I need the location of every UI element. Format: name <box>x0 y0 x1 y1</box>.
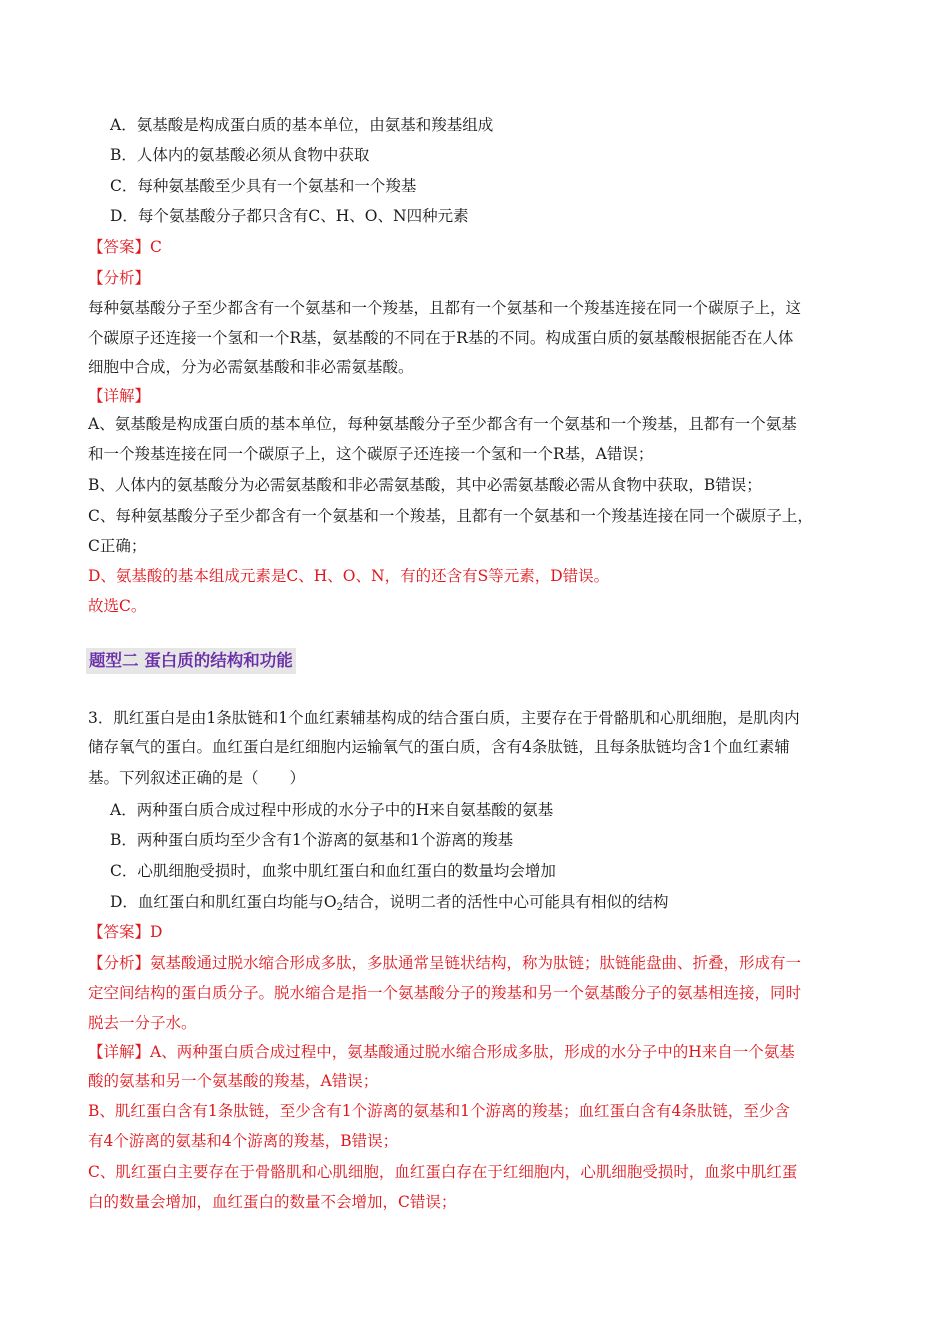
q2-analysis-tag <box>88 268 878 288</box>
q2-detail-line: A、氨基酸是构成蛋白质的基本单位，每种氨基酸分子至少都含有一个氨基和一个羧基，且都有一个氨基 <box>88 415 797 433</box>
q2-answer <box>88 237 878 257</box>
q3-detail-line: 白的数量会增加，血红蛋白的数量不会增加，C错误； <box>88 1193 457 1211</box>
q3-option-d-text: 结合，说明二者的活性中心可能具有相似的结构 <box>343 893 669 911</box>
q3-stem-line: 储存氧气的蛋白。血红蛋白是红细胞内运输氧气的蛋白质，含有4条肽链，且每条肽链均含1个血红素辅 <box>88 738 790 756</box>
answer-tag: 【答案】 <box>88 238 151 256</box>
q3-detail-line: C、肌红蛋白主要存在于骨骼肌和心肌细胞，血红蛋白存在于红细胞内，心肌细胞受损时，血浆中肌红蛋 <box>88 1163 798 1181</box>
q2-detail-line: B、人体内的氨基酸分为必需氨基酸和非必需氨基酸，其中必需氨基酸必需从食物中获取，B错误； <box>88 476 762 494</box>
q3-stem-line: 3．肌红蛋白是由1条肽链和1个血红素辅基构成的结合蛋白质，主要存在于骨骼肌和心肌细胞，是肌肉内 <box>88 709 800 727</box>
q3-analysis-line: 定空间结构的蛋白质分子。脱水缩合是指一个氨基酸分子的羧基和另一个氨基酸分子的氨基相连接，同时 <box>88 984 802 1002</box>
q3-analysis-line: 脱去一分子水。 <box>88 1014 197 1032</box>
q2-option-a: A．氨基酸是构成蛋白质的基本单位，由氨基和羧基组成 <box>110 116 494 134</box>
analysis-tag: 【分析】 <box>88 954 151 972</box>
detail-tag: 【详解】 <box>88 387 151 405</box>
q3-answer <box>88 922 878 942</box>
q3-option-d <box>110 892 900 918</box>
q2-detail-line: C正确； <box>88 537 147 555</box>
answer-tag: 【答案】 <box>88 923 151 941</box>
analysis-text: 氨基酸通过脱水缩合形成多肽，多肽通常呈链状结构，称为肽链；肽链能盘曲、折叠，形成有一 <box>150 954 802 972</box>
q2-analysis-line: 每种氨基酸分子至少都含有一个氨基和一个羧基，且都有一个氨基和一个羧基连接在同一个碳原子上，这 <box>88 299 802 317</box>
q3-detail-line: B、肌红蛋白含有1条肽链，至少含有1个游离的氨基和1个游离的羧基；血红蛋白含有4条肽链，至少含 <box>88 1102 790 1120</box>
q3-stem-line: 基。下列叙述正确的是（ ） <box>88 769 306 787</box>
answer-value: D <box>150 923 163 941</box>
q2-option-c: C．每种氨基酸至少具有一个氨基和一个羧基 <box>110 177 417 195</box>
q3-analysis-line <box>88 953 878 973</box>
q2-option-d: D．每个氨基酸分子都只含有C、H、O、N四种元素 <box>110 207 469 225</box>
q2-option-b: B．人体内的氨基酸必须从食物中获取 <box>110 146 370 164</box>
q3-option-b: B．两种蛋白质均至少含有1个游离的氨基和1个游离的羧基 <box>110 831 514 849</box>
q2-detail-line: C、每种氨基酸分子至少都含有一个氨基和一个羧基，且都有一个氨基和一个羧基连接在同一个碳原子上， <box>88 507 813 525</box>
q2-detail-line-red: D、氨基酸的基本组成元素是C、H、O、N，有的还含有S等元素，D错误。 <box>88 567 610 585</box>
detail-text: A、两种蛋白质合成过程中，氨基酸通过脱水缩合形成多肽，形成的水分子中的H来自一个氨基 <box>150 1043 795 1061</box>
subscript: 2 <box>336 902 344 913</box>
q2-analysis-line: 个碳原子还连接一个氢和一个R基，氨基酸的不同在于R基的不同。构成蛋白质的氨基酸根据能否在人体 <box>88 329 794 347</box>
q3-option-a: A．两种蛋白质合成过程中形成的水分子中的H来自氨基酸的氨基 <box>110 801 554 819</box>
detail-tag: 【详解】 <box>88 1043 151 1061</box>
q2-detail-line: 和一个羧基连接在同一个碳原子上，这个碳原子还连接一个氢和一个R基，A错误； <box>88 445 654 463</box>
q2-detail-tag <box>88 386 878 406</box>
section-heading: 题型二 蛋白质的结构和功能 <box>86 648 296 674</box>
q3-detail-line <box>88 1042 878 1062</box>
q2-analysis-line: 细胞中合成，分为必需氨基酸和非必需氨基酸。 <box>88 358 414 376</box>
analysis-tag: 【分析】 <box>88 269 151 287</box>
q3-option-d-text: D．血红蛋白和肌红蛋白均能与O <box>110 893 337 911</box>
q2-conclusion: 故选C。 <box>88 597 147 615</box>
q3-option-c: C．心肌细胞受损时，血浆中肌红蛋白和血红蛋白的数量均会增加 <box>110 862 556 880</box>
answer-value: C <box>150 238 162 256</box>
q3-detail-line: 有4个游离的氨基和4个游离的羧基，B错误； <box>88 1132 399 1150</box>
q3-detail-line: 酸的氨基和另一个氨基酸的羧基，A错误； <box>88 1072 379 1090</box>
